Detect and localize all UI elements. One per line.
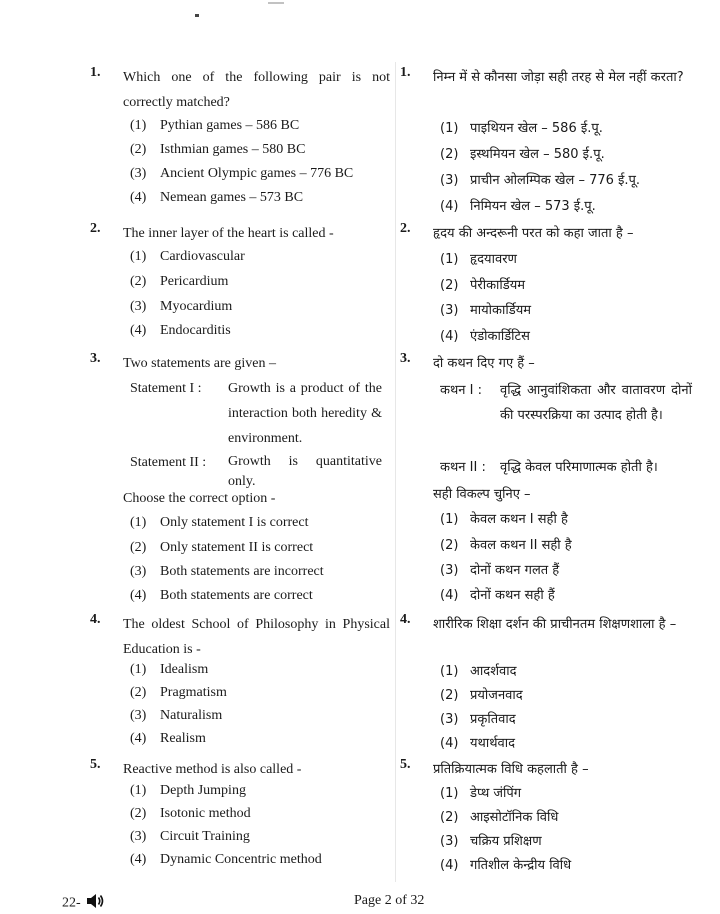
statement-text: वृद्धि आनुवांशिकता और वातावरण दोनों की परस्परक्रिया का उत्पाद होती है। (500, 383, 692, 423)
option-text: निमियन खेल – 573 ई.पू. (470, 199, 596, 214)
option-2[interactable] (440, 274, 700, 298)
question-text: निम्न में से कौनसा जोड़ा सही तरह से मेल नहीं करता? (433, 70, 684, 85)
question-number: 2. (400, 221, 411, 236)
option-number: (1) (130, 662, 147, 677)
option-number: (2) (440, 538, 459, 553)
option-text: इस्थमियन खेल – 580 ई.पू. (470, 147, 605, 162)
question-text: शारीरिक शिक्षा दर्शन की प्राचीनतम शिक्षणशाला है – (433, 617, 677, 632)
option-3[interactable] (130, 825, 390, 849)
option-number: (2) (130, 540, 147, 555)
option-2[interactable] (130, 270, 390, 294)
option-2[interactable] (130, 681, 390, 705)
option-text: प्राचीन ओलम्पिक खेल – 776 ई.पू. (470, 173, 641, 188)
option-4[interactable] (440, 195, 700, 219)
option-number: (4) (130, 190, 147, 205)
option-text: Cardiovascular (160, 249, 245, 264)
option-number: (4) (130, 323, 147, 338)
option-text: पेरीकार्डियम (470, 278, 526, 293)
option-number: (1) (130, 249, 147, 264)
option-text: Circuit Training (160, 829, 250, 844)
option-text: डेप्थ जंपिंग (470, 786, 522, 801)
option-text: प्रकृतिवाद (470, 712, 516, 727)
statement-2 (130, 450, 390, 490)
option-text: आइसोटॉनिक विधि (470, 810, 559, 825)
statement-1 (440, 378, 700, 453)
option-2[interactable] (130, 138, 390, 162)
option-3[interactable] (440, 708, 700, 732)
option-text: Nemean games – 573 BC (160, 190, 304, 205)
option-3[interactable] (130, 560, 390, 584)
option-1[interactable] (440, 508, 700, 532)
option-2[interactable] (440, 684, 700, 708)
option-number: (4) (130, 588, 147, 603)
option-text: Pragmatism (160, 685, 227, 700)
option-number: (4) (440, 588, 459, 603)
option-text: Pericardium (160, 274, 229, 289)
option-1[interactable] (130, 114, 390, 138)
option-number: (4) (130, 731, 147, 746)
statement-label: कथन II : (440, 460, 486, 475)
statement-text: Growth is a product of the interaction both heredity & environment. (228, 381, 382, 446)
option-text: Both statements are incorrect (160, 564, 324, 579)
option-number: (4) (440, 736, 459, 751)
option-3[interactable] (130, 162, 390, 186)
option-text: गतिशील केन्द्रीय विधि (470, 858, 572, 873)
option-text: Both statements are correct (160, 588, 313, 603)
option-number: (1) (440, 252, 459, 267)
option-number: (2) (130, 142, 147, 157)
statement-label: कथन I : (440, 383, 482, 398)
option-text: दोनों कथन गलत हैं (470, 563, 560, 578)
option-number: (2) (440, 810, 459, 825)
option-4[interactable] (130, 727, 390, 751)
option-text: हृदयावरण (470, 252, 517, 267)
option-1[interactable] (440, 782, 700, 806)
option-number: (3) (130, 166, 147, 181)
option-text: Realism (160, 731, 206, 746)
option-1[interactable] (130, 658, 390, 682)
option-text: Myocardium (160, 299, 233, 314)
option-text: चक्रिय प्रशिक्षण (470, 834, 542, 849)
option-4[interactable] (130, 584, 390, 608)
instruction-text: Choose the correct option - (123, 491, 276, 506)
option-number: (4) (440, 329, 459, 344)
option-1[interactable] (130, 779, 390, 803)
option-number: (2) (440, 688, 459, 703)
option-1[interactable] (440, 660, 700, 684)
option-number: (2) (440, 147, 459, 162)
question-number: 2. (90, 221, 101, 236)
option-1[interactable] (440, 117, 700, 141)
option-number: (3) (130, 299, 147, 314)
option-text: पाइथियन खेल – 586 ई.पू. (470, 121, 603, 136)
question-number: 3. (90, 351, 101, 366)
option-2[interactable] (440, 806, 700, 830)
question-number: 5. (90, 757, 101, 772)
question-number: 4. (400, 612, 411, 627)
paper-code: 22- (62, 895, 81, 911)
question-text: दो कथन दिए गए हैं – (433, 356, 535, 371)
option-number: (4) (440, 199, 459, 214)
statement-1 (130, 376, 390, 451)
option-number: (4) (130, 852, 147, 867)
option-text: Pythian games – 586 BC (160, 118, 300, 133)
option-4[interactable] (130, 186, 390, 210)
option-number: (3) (440, 303, 459, 318)
option-4[interactable] (440, 325, 700, 349)
option-4[interactable] (440, 584, 700, 608)
statement-text: वृद्धि केवल परिमाणात्मक होती है। (500, 460, 658, 475)
option-text: Idealism (160, 662, 209, 677)
option-number: (3) (130, 829, 147, 844)
page-number: Page 2 of 32 (354, 893, 425, 908)
question-text: प्रतिक्रियात्मक विधि कहलाती है – (433, 762, 589, 777)
option-number: (2) (130, 806, 147, 821)
option-text: Isotonic method (160, 806, 251, 821)
statement-2 (440, 455, 700, 481)
column-divider (395, 62, 396, 882)
option-number: (1) (440, 786, 459, 801)
option-4[interactable] (440, 854, 700, 878)
option-1[interactable] (130, 245, 390, 269)
question-number: 1. (90, 65, 101, 80)
option-4[interactable] (130, 848, 390, 872)
statement-text: Growth is quantitative only. (228, 454, 382, 489)
option-text: प्रयोजनवाद (470, 688, 523, 703)
question-text: The oldest School of Philosophy in Physical Education is - (123, 617, 390, 657)
option-number: (4) (440, 858, 459, 873)
option-1[interactable] (440, 248, 700, 272)
option-text: Only statement I is correct (160, 515, 309, 530)
option-number: (1) (440, 121, 459, 136)
option-3[interactable] (440, 299, 700, 323)
option-text: केवल कथन I सही है (470, 512, 568, 527)
instruction-text: सही विकल्प चुनिए – (433, 487, 531, 502)
option-number: (1) (130, 515, 147, 530)
option-text: Naturalism (160, 708, 223, 723)
option-4[interactable] (440, 732, 700, 756)
option-3[interactable] (440, 830, 700, 854)
option-4[interactable] (130, 319, 390, 343)
option-text: Isthmian games – 580 BC (160, 142, 306, 157)
option-2[interactable] (130, 802, 390, 826)
option-text: Endocarditis (160, 323, 231, 338)
question-text: Which one of the following pair is not correctly matched? (123, 70, 390, 110)
statement-label: Statement I : (130, 381, 202, 396)
option-number: (1) (130, 783, 147, 798)
option-text: Depth Jumping (160, 783, 246, 798)
option-number: (3) (440, 712, 459, 727)
option-text: Dynamic Concentric method (160, 852, 322, 867)
option-number: (3) (130, 564, 147, 579)
statement-label: Statement II : (130, 455, 207, 470)
option-number: (3) (130, 708, 147, 723)
option-number: (3) (440, 834, 459, 849)
question-number: 4. (90, 612, 101, 627)
option-text: आदर्शवाद (470, 664, 517, 679)
option-number: (2) (130, 274, 147, 289)
option-text: Ancient Olympic games – 776 BC (160, 166, 354, 181)
question-number: 3. (400, 351, 411, 366)
option-number: (1) (440, 512, 459, 527)
option-text: मायोकार्डियम (470, 303, 532, 318)
option-text: दोनों कथन सही हैं (470, 588, 555, 603)
option-2[interactable] (130, 536, 390, 560)
option-number: (1) (130, 118, 147, 133)
option-text: Only statement II is correct (160, 540, 314, 555)
option-text: यथार्थवाद (470, 736, 516, 751)
option-3[interactable] (440, 169, 700, 193)
option-2[interactable] (440, 143, 700, 167)
option-text: एंडोकार्डिटिस (470, 329, 530, 344)
question-text: हृदय की अन्दरूनी परत को कहा जाता है – (433, 226, 634, 241)
option-3[interactable] (130, 295, 390, 319)
option-3[interactable] (440, 559, 700, 583)
question-text: Reactive method is also called - (123, 762, 302, 777)
option-number: (1) (440, 664, 459, 679)
option-number: (2) (440, 278, 459, 293)
option-2[interactable] (440, 534, 700, 558)
scan-mark (268, 2, 284, 4)
question-number: 1. (400, 65, 411, 80)
speaker-icon[interactable] (85, 893, 105, 914)
option-number: (3) (440, 563, 459, 578)
option-text: केवल कथन II सही है (470, 538, 572, 553)
option-number: (2) (130, 685, 147, 700)
option-1[interactable] (130, 511, 390, 535)
question-text: The inner layer of the heart is called - (123, 226, 334, 241)
option-number: (3) (440, 173, 459, 188)
question-text: Two statements are given – (123, 356, 276, 371)
option-3[interactable] (130, 704, 390, 728)
footer-code (62, 893, 105, 914)
question-number: 5. (400, 757, 411, 772)
scan-mark (195, 14, 199, 17)
